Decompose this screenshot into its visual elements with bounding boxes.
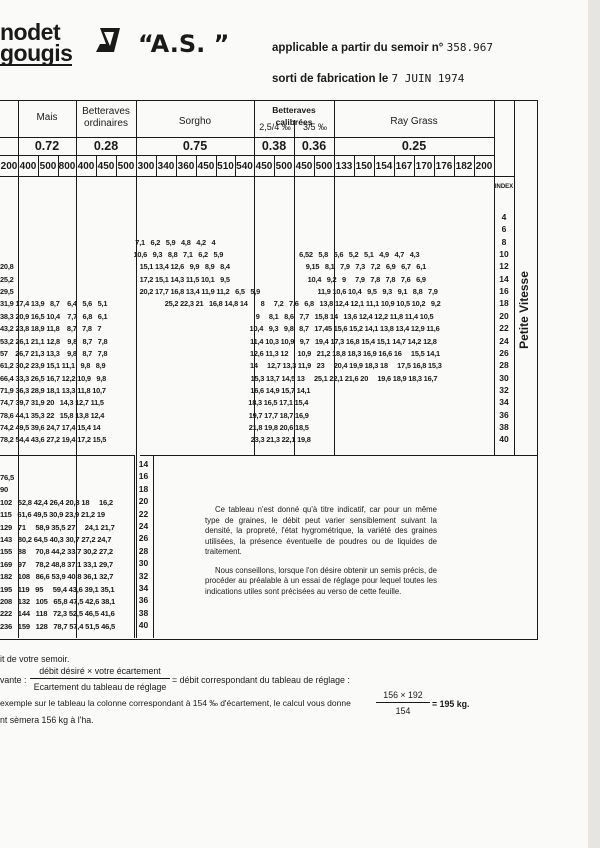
table-row-lower: 182 108 86,6 53,9 40,8 36,1 32,7 xyxy=(0,572,114,582)
serial-number: 358.967 xyxy=(446,41,493,54)
spacing-rule xyxy=(314,155,315,176)
spacing-width-9: 360 xyxy=(177,161,195,172)
index-value-lower: 20 xyxy=(138,496,149,507)
rate-ray-grass: 0.25 xyxy=(401,139,427,153)
index-value: 14 xyxy=(499,273,509,284)
index-value: 20 xyxy=(499,310,509,321)
spacing-width-18: 150 xyxy=(355,161,373,172)
formula-result: = débit correspondant du tableau de réglage : xyxy=(172,675,350,685)
index-value: 4 xyxy=(501,212,507,222)
table-row-lower: 236 159 128 78,7 57,4 51,5 46,5 xyxy=(0,621,116,631)
spacing-width-14: 500 xyxy=(275,161,293,172)
spacing-width-21: 170 xyxy=(415,161,433,172)
index-value: 26 xyxy=(499,347,509,358)
page-edge xyxy=(588,0,600,848)
index-value-lower: 34 xyxy=(138,583,149,593)
speed-label-box xyxy=(514,230,534,390)
spacing-rule xyxy=(18,155,19,176)
index-value: 10 xyxy=(499,249,509,260)
spacing-width-24: 200 xyxy=(475,161,493,172)
index-value: 6 xyxy=(501,224,507,235)
index-value-lower: 18 xyxy=(138,483,149,494)
spacing-rule xyxy=(434,155,435,176)
spacing-rule xyxy=(216,155,217,176)
production-line xyxy=(272,72,464,85)
table-row: 53,2 26,1 21,1 12,8 9,8 8,7 7,8 11,4 10,3 10,9 9,7 19,4 17,3 16,8 15,4 15,1 14,7 14,2 12,8 xyxy=(0,336,437,346)
spacing-width-6: 500 xyxy=(117,161,135,172)
spacing-rule xyxy=(274,155,275,176)
spacing-width-5: 450 xyxy=(97,161,115,172)
brand-line-2: gougis xyxy=(0,40,73,66)
footer-vante: vante : xyxy=(0,675,27,685)
spacing-rule xyxy=(76,155,77,176)
spacing-rule xyxy=(254,155,255,176)
table-row-lower: 102 52,8 42,4 26,4 20,3 18 16,2 xyxy=(0,497,113,507)
col-rule xyxy=(153,455,154,638)
footer-last: nt sèmera 156 kg à l'ha. xyxy=(0,715,94,725)
spacing-rule xyxy=(58,155,59,176)
spacing-rule xyxy=(394,155,395,176)
table-row-lower: 169 97 78,2 48,8 37,1 33,1 29,7 xyxy=(0,559,113,569)
index-value: 40 xyxy=(499,434,509,445)
spacing-rule xyxy=(136,155,137,176)
table-row: 20,8 15,1 13,4 12,6 9,9 8,9 8,4 9,15 8,1 7,9 7,3 7,2 6,9 6,7 6,1 xyxy=(0,262,426,272)
spacing-width-17: 133 xyxy=(335,161,353,172)
spacing-width-13: 450 xyxy=(255,161,273,172)
index-value: 8 xyxy=(501,236,507,247)
spacing-width-8: 340 xyxy=(157,161,175,172)
index-value-lower: 38 xyxy=(138,607,149,618)
spacing-width-3: 800 xyxy=(58,161,76,172)
spacing-width-22: 176 xyxy=(435,161,453,172)
crop-ray-grass: Ray Grass xyxy=(390,116,438,127)
spacing-rule xyxy=(156,155,157,176)
spacing-width-11: 510 xyxy=(217,161,234,172)
index-value-lower: 24 xyxy=(138,521,149,531)
spacing-width-1: 400 xyxy=(19,161,37,172)
spacing-width-15: 450 xyxy=(295,161,313,172)
table-row-lower: 155 88 70,8 44,2 33,7 30,2 27,2 xyxy=(0,547,113,557)
note-advice: Nous conseillons, lorsque l'on désire obtenir un semis précis, de procéder au préalable à un essai de réglage pour lequel toutes les indications utiles sont précisées au verso de cette feuille. xyxy=(205,565,437,596)
table-row: 57 26,7 21,3 13,3 9,8 8,7 7,8 12,6 11,3 12 10,9 21,2 18,8 18,3 16,9 16,6 16 15,5 14,1 xyxy=(0,348,440,358)
applicable-label: applicable a partir du semoir n° xyxy=(272,42,444,54)
spacing-rule xyxy=(176,155,177,176)
table-row-lower: 129 71 58,9 35,5 27 24,1 21,7 xyxy=(0,522,115,532)
table-row-lower: 208 132 105 65,8 47,5 42,6 38,1 xyxy=(0,597,116,606)
example-result: = 195 kg. xyxy=(432,699,470,709)
formula-fraction-bar xyxy=(30,678,170,679)
spacing-width-20: 167 xyxy=(395,161,413,172)
crop-mais: Mais xyxy=(36,112,58,123)
index-value: 12 xyxy=(499,261,509,272)
index-value-lower: 40 xyxy=(138,620,149,631)
table-row: 29,5 20,2 17,7 16,8 13,4 11,9 11,2 6,5 5,9 11,9 10,6 10,4 9,5 9,3 9,1 8,8 7,9 xyxy=(0,287,438,297)
table-row: 61,2 30,2 23,9 15,1 11,1 9,8 8,9 14 12,7 13,3 11,9 23 20,4 19,9 18,3 18 17,5 16,8 15,3 xyxy=(0,361,442,371)
table-row: 7,1 6,2 5,9 4,8 4,2 4 xyxy=(0,237,216,247)
index-value-lower: 28 xyxy=(138,545,149,556)
rate-betteraves: 0.28 xyxy=(93,139,119,153)
spacing-width-10: 450 xyxy=(197,161,215,172)
spacing-rule xyxy=(96,155,97,176)
rule xyxy=(0,176,514,177)
spacing-rule xyxy=(235,155,236,176)
spacing-rule xyxy=(196,155,197,176)
brand-logo-text xyxy=(0,19,73,66)
table-row-lower: 143 80,2 64,5 40,3 30,7 27,2 24,7 xyxy=(0,535,112,544)
production-date: 7 JUIN 1974 xyxy=(391,72,465,85)
spacing-width-16: 500 xyxy=(315,161,333,172)
table-row: 43,2 23,8 18,9 11,8 8,7 7,8 7 10,4 9,3 9,8 8,7 17,45 15,6 15,2 14,1 13,8 13,4 12,9 11,6 xyxy=(0,324,440,334)
table-row: 31,9 17,4 13,9 8,7 6,4 5,6 5,1 25,2 22,3 21 16,8 14,8 14 8 7,2 7,6 6,8 13,8 12,4 12,1 11,1 10,9 10,5 10,2 9,2 xyxy=(0,299,441,309)
index-value-lower: 32 xyxy=(138,570,149,581)
formula-denominator: Ecartement du tableau de réglage xyxy=(33,682,167,692)
example-numerator: 156 × 192 xyxy=(383,690,423,700)
table-row: 78,6 44,1 35,3 22 15,8 13,8 12,4 19,7 17,7 18,7 16,9 xyxy=(0,410,309,420)
table-row-lower: 90 xyxy=(0,485,9,495)
table-row: 78,2 54,4 43,6 27,2 19,4 17,2 15,5 23,3 21,3 22,1 19,8 xyxy=(0,435,311,445)
brand-line-1: nodet xyxy=(0,19,61,45)
table-row: 38,3 20,9 16,5 10,4 7,7 6,8 6,1 9 8,1 8,6 7,7 15,8 14 13,6 12,4 12,2 11,8 11,4 10,5 xyxy=(0,311,434,321)
index-value: 36 xyxy=(499,409,509,420)
applicable-line xyxy=(272,41,493,54)
rule xyxy=(0,455,134,456)
table-row: 74,2 49,5 39,6 24,7 17,4 15,4 14 21,8 19,8 20,6 18,5 xyxy=(0,422,309,432)
crop-betteraves-calibrees: Betteraves calibrées xyxy=(272,105,316,127)
index-value-lower: 26 xyxy=(138,533,149,544)
index-value: 16 xyxy=(499,286,509,297)
index-value: 22 xyxy=(499,323,509,334)
table-row-lower: 195 119 95 59,4 43,6 39,1 35,1 xyxy=(0,584,115,594)
table-row-lower: 115 61,6 49,5 30,9 23,9 21,2 19 xyxy=(0,510,105,520)
index-value: 24 xyxy=(499,335,509,346)
spacing-rule xyxy=(334,155,335,176)
table-row-lower: 76,5 xyxy=(0,473,14,482)
production-label: sorti de fabrication le xyxy=(272,73,389,85)
table-row-lower: 222 144 118 72,3 52,5 46,5 41,6 xyxy=(0,609,115,619)
index-value: 18 xyxy=(499,298,509,309)
spacing-width-23: 182 xyxy=(455,161,473,172)
speed-label: Petite Vitesse xyxy=(517,271,531,349)
index-value-lower: 14 xyxy=(138,459,149,469)
index-value: 28 xyxy=(499,360,509,371)
index-value: 38 xyxy=(499,421,509,432)
table-row: 74,7 39,7 31,9 20 14,3 12,7 11,5 18,3 16,5 17,1 15,4 xyxy=(0,398,309,408)
sub-size-2: 3/5 ‰ xyxy=(302,122,327,132)
spacing-rule xyxy=(454,155,455,176)
brand-logo-icon xyxy=(94,26,122,54)
spacing-rule xyxy=(116,155,117,176)
spacing-width-12: 540 xyxy=(236,161,253,172)
index-value: 34 xyxy=(499,397,509,408)
model-name: “A.S. ” xyxy=(138,30,230,58)
spacing-width-0: 200 xyxy=(0,161,18,172)
table-row: 10,6 9,3 8,8 7,1 6,2 5,9 6,52 5,8 5,6 5,2 5,1 4,9 4,7 4,3 xyxy=(0,250,420,260)
notes-block xyxy=(205,505,437,605)
spacing-rule xyxy=(474,155,475,176)
rate-sorgho: 0.75 xyxy=(182,139,208,153)
index-value: 30 xyxy=(499,372,509,383)
spacing-rule xyxy=(414,155,415,176)
example-fraction-bar xyxy=(376,702,430,703)
spacing-width-4: 400 xyxy=(77,161,95,172)
table-row: 66,4 33,3 26,5 16,7 12,2 10,9 9,8 15,3 13,7 14,5 13 25,1 22,1 21,6 20 19,6 18,9 18,3 16,7 xyxy=(0,373,438,383)
rule xyxy=(140,455,537,456)
spacing-width-7: 300 xyxy=(137,161,155,172)
rule xyxy=(0,137,494,138)
crop-sorgho: Sorgho xyxy=(178,116,212,127)
spacing-rule xyxy=(354,155,355,176)
index-value-lower: 22 xyxy=(138,508,149,519)
sub-size-1: 2,5/4 ‰ xyxy=(259,122,291,132)
spacing-width-2: 500 xyxy=(39,161,57,172)
index-value: 32 xyxy=(499,384,509,395)
index-value-lower: 36 xyxy=(138,595,149,606)
spacing-rule xyxy=(374,155,375,176)
crop-betteraves-ordinaires: Betteraves ordinaires xyxy=(82,106,130,129)
index-value-lower: 30 xyxy=(138,558,149,569)
index-label: INDEX xyxy=(494,184,514,190)
table-row: 71,9 36,3 28,9 18,1 13,3 11,8 10,7 16,6 14,9 15,7 14,1 xyxy=(0,385,311,395)
rule xyxy=(0,155,494,156)
footer-example: exemple sur le tableau la colonne correspondant à 154 ‰ d'écartement, le calcul vous donne xyxy=(0,698,351,708)
example-denominator: 154 xyxy=(395,706,411,716)
footer-line-1: it de votre semoir. xyxy=(0,654,70,664)
note-indicative: Ce tableau n'est donné qu'à titre indicatif, car pour un même type de graines, le débit peut varier sensiblement suivant la densité, la propreté, l'état hygrométrique, la variété des graines utilisées, la présence éventuelle de poudres ou de liquides de traitement. xyxy=(205,505,437,556)
rate-mais: 0.72 xyxy=(34,139,60,153)
formula-numerator: débit désiré × votre écartement xyxy=(39,666,161,676)
spacing-width-19: 154 xyxy=(375,161,393,172)
spacing-rule xyxy=(294,155,295,176)
index-value-lower: 16 xyxy=(138,471,149,482)
rate-calibrees-2: 0.36 xyxy=(301,139,327,153)
table-row: 25,2 17,2 15,1 14,3 11,5 10,1 9,5 10,4 9,2 9 7,9 7,8 7,8 7,6 6,9 xyxy=(0,274,426,284)
spacing-rule xyxy=(38,155,39,176)
rate-calibrees-1: 0.38 xyxy=(261,139,287,153)
